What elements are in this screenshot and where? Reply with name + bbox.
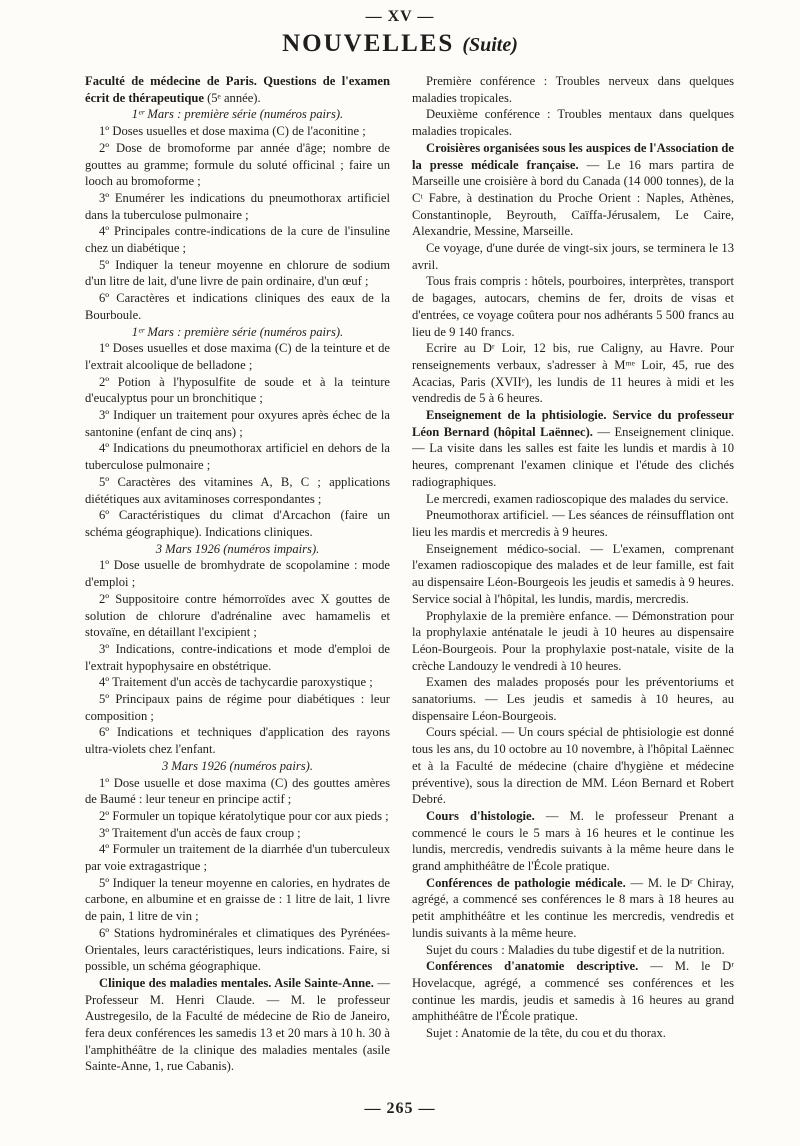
anatomie-text: — M. le Dʳ Hovelacque, agrégé, a commencé ses conférences et les continue les mardis, jeudis et samedis à 16 heures au grand amphithéâtre de l'École pratique. (412, 959, 734, 1024)
cours-special-paragraph: Cours spécial. — Un cours spécial de phtisiologie est donné tous les ans, du 10 octobre au 10 novembre, à l'hôpital Laënnec et à la Faculté de médecine (chaire d'hygiène et médecine préventive), sous la direction de MM. Léon Bernard et Robert Debré. (412, 725, 734, 807)
series1-item: 3º Enumérer les indications du pneumothorax artificiel dans la tuberculose pulmonaire ; (85, 190, 390, 222)
series1-item: 4º Principales contre-indications de la cure de l'insuline chez un diabétique ; (85, 224, 390, 256)
title-main: NOUVELLES (282, 30, 455, 57)
phtisio-bold: Enseignement de la phtisiologie. Service du professeur Léon Bernard (hôpital Laënnec). (412, 408, 734, 439)
series3-item: 2º Suppositoire contre hémorroïdes avec X gouttes de solution de chlorure d'adrénaline avec hamamelis et stovaïne, en détaillant l'excipient ; (85, 591, 390, 640)
series1-item: 6º Caractères et indications cliniques des eaux de la Bourboule. (85, 291, 390, 322)
pneumo-paragraph: Pneumothorax artificiel. — Les séances de réinsufflation ont lieu les mardis et mercredis à 9 heures. (412, 508, 734, 539)
series2-item: 1º Doses usuelles et dose maxima (C) de la teinture et de l'extrait alcoolique de belladone ; (85, 341, 390, 372)
intro-paragraph (85, 73, 390, 106)
series2-item: 5º Caractères des vitamines A, B, C ; applications diététiques aux avitaminoses correspondantes ; (85, 474, 390, 506)
right-column (412, 73, 734, 1042)
intro-rest: (5ᵉ année). (203, 90, 261, 105)
croisiere-bold: Croisières organisées sous les auspices de l'Association de la presse médicale française. (412, 140, 734, 172)
croisiere-text: — Le 16 mars partira de Marseille une croisière à bord du Canada (14 000 tonnes), de la Cᵗ Fabre, à destination du Proche Orient : Naples, Athènes, Constantinople, Beyrouth, Caïffa-Jérusalem, Le Caire, Alexandrie, Messine, Marseille. (412, 157, 734, 239)
page-footer-number: — 265 — (364, 1100, 436, 1117)
series3-item: 6º Indications et techniques d'application des rayons ultra-violets chez l'enfant. (85, 725, 390, 757)
page-header-number: — XV — (365, 8, 435, 25)
sujet-cours-paragraph: Sujet du cours : Maladies du tube digestif et de la nutrition. (426, 942, 725, 957)
examen-paragraph: Examen des malades proposés pour les préventoriums et sanatoriums. — Les jeudis et samedis à 10 heures, au dispensaire Léon-Bourgeois. (412, 675, 734, 723)
series3-heading: 3 Mars 1926 (numéros impairs). (155, 541, 320, 556)
pathologie-paragraph (412, 875, 734, 942)
series2-item: 6º Caractéristiques du climat d'Arcachon (faire un schéma géographique). Indications cliniques. (85, 508, 390, 539)
series4-item: 2º Formuler un topique kératolytique pour cor aux pieds ; (99, 808, 389, 823)
series4-item: 4º Formuler un traitement de la diarrhée d'un tuberculeux par voie extragastrique ; (85, 842, 390, 874)
series1-item: 2º Dose de bromoforme par année d'âge; nombre de gouttes au gramme; formule du soluté officinal ; faire un looch au bromoforme ; (85, 140, 390, 189)
series1-item: 1º Doses usuelles et dose maxima (C) de l'aconitine ; (99, 124, 366, 139)
medico-social-paragraph: Enseignement médico-social. — L'examen, comprenant l'examen radioscopique des malades et de leur famille, est fait au dispensaire Léon-Bourgeois les jeudis et samedis à 9 heures. Service social à l'hôpital, les lundis, mardis, mercredis. (412, 541, 734, 606)
series2-item: 3º Indiquer un traitement pour oxyures après échec de la santonine (enfant de cinq ans) ; (85, 408, 390, 439)
series4-item: 5º Indiquer la teneur moyenne en calories, en hydrates de carbone, en albumine et en graisse de : 1 litre de lait, 1 livre de pain, 1 litre de vin ; (85, 875, 390, 924)
left-column (85, 73, 390, 1075)
voyage-paragraph: Ce voyage, d'une durée de vingt-six jours, se terminera le 13 avril. (412, 241, 734, 272)
mercredi-paragraph: Le mercredi, examen radioscopique des malades du service. (426, 491, 729, 506)
clinique-text: — Professeur M. Henri Claude. — M. le professeur Austregesilo, de la Faculté de médecine de Rio de Janeiro, fera deux conférences les samedis 13 et 20 mars à 10 h. 30 à l'amphithéâtre de la clinique des maladies mentales (asile Sainte-Anne, 1, rue Cabanis). (85, 975, 390, 1074)
series2-item: 2º Potion à l'hyposulfite de soude et à la teinture d'eucalyptus pour un bronchitique ; (85, 374, 390, 406)
phtisio-text: — Enseignement clinique. — La visite dans les salles est faite les lundis et mardis à 10 heures, comprenant l'examen clinique et l'étude des clichés radiographiques. (412, 424, 734, 489)
series1-heading: 1ᵉʳ Mars : première série (numéros pairs). (131, 107, 344, 122)
histologie-bold: Cours d'histologie. (426, 808, 535, 823)
clinique-bold: Clinique des maladies mentales. Asile Sainte-Anne. (99, 975, 374, 990)
page-title (0, 30, 800, 58)
pathologie-text: — M. le Dʳ Chiray, agrégé, a commencé ses conférences le 8 mars à 18 heures au petit amphithéâtre et les continue les mercredis, vendredis et lundis suivants à la même heure. (412, 875, 734, 940)
croisiere-paragraph (412, 140, 734, 240)
series2-heading: 1ᵉʳ Mars : première série (numéros pairs). (131, 324, 344, 339)
series3-item: 1º Dose usuelle de bromhydrate de scopolamine : mode d'emploi ; (85, 558, 390, 590)
frais-paragraph: Tous frais compris : hôtels, pourboires, interprètes, transport de bagages, autocars, chemins de fer, droits de visas et d'entrées, ce voyage coûtera pour nos adhérants 5 500 francs au lieu de 9 140 francs. (412, 274, 734, 339)
conference-2: Deuxième conférence : Troubles mentaux dans quelques maladies tropicales. (412, 107, 734, 139)
intro-bold: Faculté de médecine de Paris. Questions de l'examen écrit de thérapeutique (85, 74, 390, 105)
anatomie-bold: Conférences d'anatomie descriptive. (426, 959, 639, 974)
series3-item: 3º Indications, contre-indications et mode d'emploi de l'extrait hypophysaire en obstétrique. (85, 641, 390, 673)
title-sub: (Suite) (462, 34, 518, 56)
series3-item: 5º Principaux pains de régime pour diabétiques : leur composition ; (85, 692, 390, 723)
histologie-paragraph (412, 808, 734, 875)
series4-item: 6º Stations hydrominérales et climatiques des Pyrénées-Orientales, leurs caractéristiques, leurs indications. Faire, si possible, un schéma géographique. (85, 925, 390, 974)
ecrire-paragraph: Ecrire au Dʳ Loir, 12 bis, rue Caligny, au Havre. Pour renseignements verbaux, s'adresser à Mᵐᵉ Loir, 45, rue des Acacias, Paris (XVIIᵉ), les lundis de 11 heures à midi et les vendredis de 5 à 6 heures. (412, 341, 734, 406)
anatomie-paragraph (412, 958, 734, 1025)
histologie-text: — M. le professeur Prenant a commencé le cours le 5 mars à 16 heures et le continue les lundis, mercredis, vendredis suivants à la même heure dans le grand amphithéâtre de l'École pratique. (412, 808, 734, 874)
series1-item: 5º Indiquer la teneur moyenne en chlorure de sodium d'un litre de lait, d'une livre de pain ordinaire, d'un œuf ; (85, 257, 390, 289)
phtisio-paragraph (412, 407, 734, 491)
series3-item: 4º Traitement d'un accès de tachycardie paroxystique ; (99, 675, 373, 690)
series4-item: 3º Traitement d'un accès de faux croup ; (99, 825, 301, 840)
series2-item: 4º Indications du pneumothorax artificiel en dehors de la tuberculose pulmonaire ; (85, 441, 390, 473)
clinique-paragraph (85, 975, 390, 1075)
conference-1: Première conférence : Troubles nerveux dans quelques maladies tropicales. (412, 74, 734, 105)
series4-item: 1º Dose usuelle et dose maxima (C) des gouttes amères de Baumé : leur teneur en principe actif ; (85, 775, 390, 807)
prophylaxie-paragraph: Prophylaxie de la première enfance. — Démonstration pour la prophylaxie anténatale le jeudi à 10 heures au dispensaire Léon-Bourgeois. Pour la prophylaxie post-natale, visite de la crèche Landouzy le vendredi à 10 heures. (412, 608, 734, 673)
series4-heading: 3 Mars 1926 (numéros pairs). (161, 758, 313, 773)
sujet-anatomie-paragraph: Sujet : Anatomie de la tête, du cou et du thorax. (426, 1026, 666, 1041)
pathologie-bold: Conférences de pathologie médicale. (426, 875, 626, 890)
